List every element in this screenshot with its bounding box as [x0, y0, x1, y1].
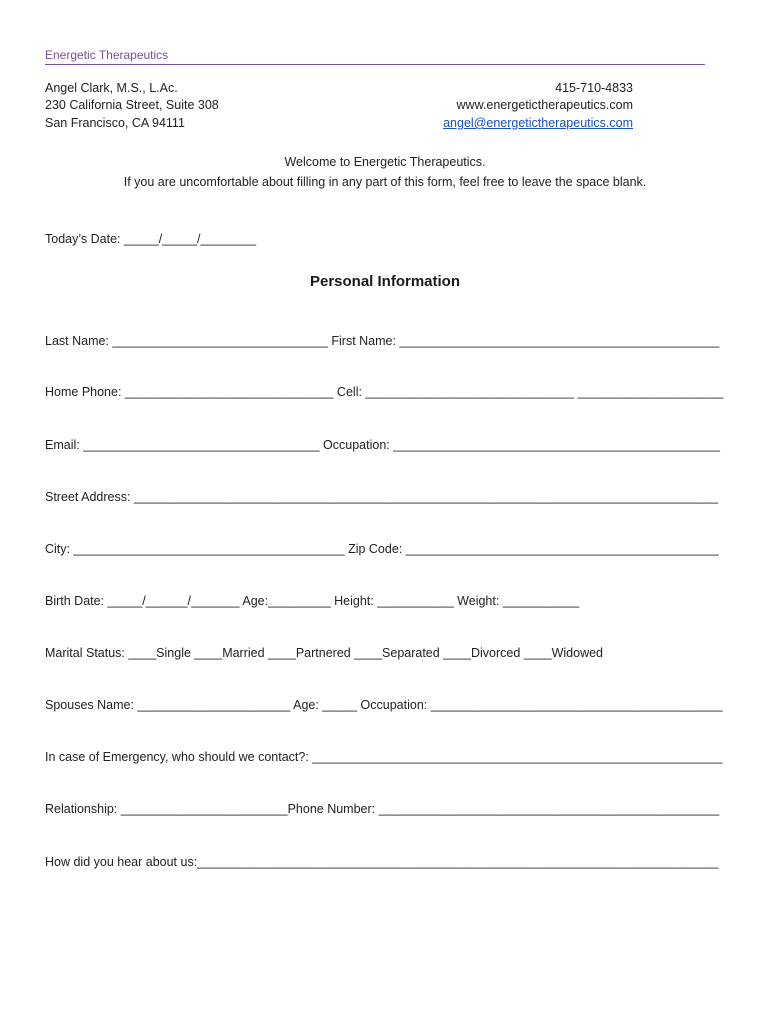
- email-link[interactable]: angel@energetictherapeutics.com: [443, 116, 633, 130]
- street-address: 230 California Street, Suite 308: [45, 98, 219, 112]
- practitioner-name: Angel Clark, M.S., L.Ac.: [45, 81, 178, 95]
- marital-status-options[interactable]: Marital Status: ____Single ____Married ____Partnered ____Separated ____Divorced ____Widowed: [45, 646, 604, 660]
- instructions-line: If you are uncomfortable about filling in any part of this form, feel free to leave the space blank.: [123, 175, 647, 189]
- todays-date-field[interactable]: Today’s Date: _____/_____/________: [45, 232, 257, 246]
- city-state-zip: San Francisco, CA 94111: [45, 116, 185, 130]
- city-zip-fields[interactable]: City: _______________________________________ Zip Code: _____________________________________________: [45, 542, 719, 556]
- email-occupation-fields[interactable]: Email: __________________________________ Occupation: _______________________________________________: [45, 438, 720, 452]
- emergency-contact-field[interactable]: In case of Emergency, who should we contact?: ___________________________________________________________: [45, 750, 723, 764]
- street-address-field[interactable]: Street Address: ____________________________________________________________________________________: [45, 490, 718, 504]
- referral-source-field[interactable]: How did you hear about us:___________________________________________________________________________: [45, 855, 719, 869]
- spouse-fields[interactable]: Spouses Name: ______________________ Age: _____ Occupation: __________________________________________: [45, 698, 723, 712]
- name-fields[interactable]: Last Name: _______________________________ First Name: ______________________________________________: [45, 334, 720, 348]
- brand-header: Energetic Therapeutics: [45, 47, 705, 65]
- phone-number: 415-710-4833: [555, 81, 633, 95]
- section-title: Personal Information: [309, 273, 461, 290]
- phone-fields[interactable]: Home Phone: ______________________________ Cell: ______________________________ _____________________: [45, 385, 724, 399]
- welcome-line: Welcome to Energetic Therapeutics.: [284, 155, 486, 169]
- website: www.energetictherapeutics.com: [456, 98, 633, 112]
- email-container: [443, 115, 633, 131]
- birth-details-fields[interactable]: Birth Date: _____/______/_______ Age:_________ Height: ___________ Weight: ___________: [45, 594, 580, 608]
- relationship-phone-fields[interactable]: Relationship: ________________________Phone Number: _________________________________________________: [45, 802, 720, 816]
